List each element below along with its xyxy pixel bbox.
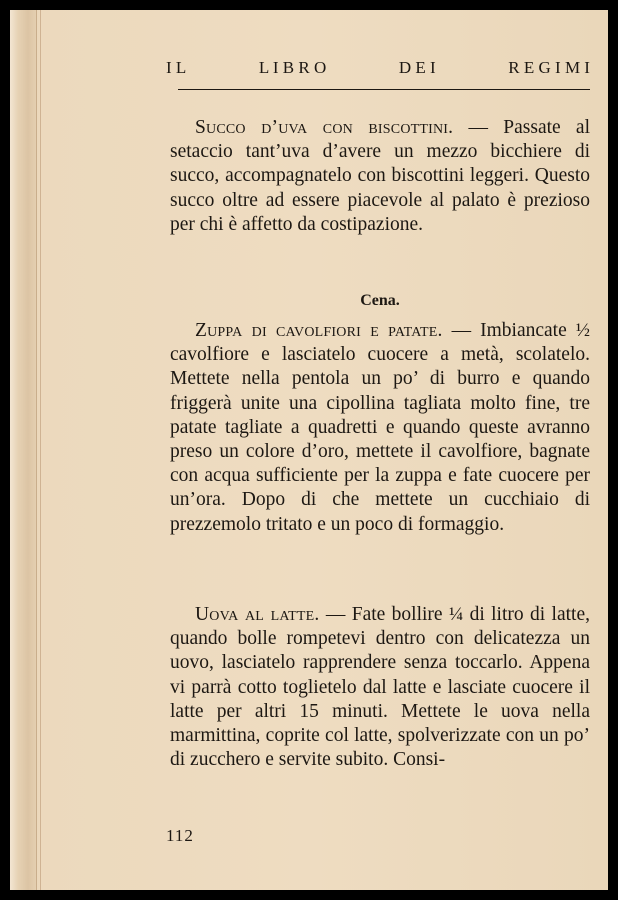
fraction: ¼ xyxy=(448,604,464,625)
running-head-word-1: I L xyxy=(166,58,187,77)
recipe-title: Uova al latte. xyxy=(195,604,320,625)
paragraph-uova-latte xyxy=(170,603,590,772)
recipe-body: di litro di latte, quando bolle rompetevi dentro con delicatezza un uovo, lasciatelo rapprendere senza toccarlo. Appena vi parrà cotto toglietelo dal latte e lasciate cuocere il latte per altri 15 minuti. Mettete le uova nella marmittina, coprite col latte, spolverizzate con un po’ di zucchero e servite subito. Consi- xyxy=(170,604,590,771)
fraction: ½ xyxy=(575,320,590,341)
recipe-body: — Passate al setaccio tant’uva d’avere un mezzo bicchiere di succo, accompagnatelo con biscottini leggeri. Questo succo oltre ad essere piacevole al palato è prezioso per chi è affetto da costipazione. xyxy=(170,117,590,235)
recipe-title: Zuppa di cavolfiori e patate. xyxy=(195,320,443,341)
running-head xyxy=(166,58,590,78)
page-number: 112 xyxy=(166,826,194,845)
header-rule xyxy=(178,89,590,90)
paragraph-succo-uva xyxy=(170,116,590,237)
running-head-word-4: R E G I M I xyxy=(508,58,590,77)
paragraph-zuppa-cavolfiori xyxy=(170,319,590,537)
recipe-body: cavolfiore e lasciatelo cuocere a metà, scolatelo. Mettete nella pentola un po’ di burro e quando friggerà unite una cipollina tagliata molto fine, tre patate tagliate a quadretti e quando queste avranno preso un colore d’oro, mettete il cavolfiore, bagnate con acqua sufficiente per la zuppa e fate cuocere per un’ora. Dopo di che mettete un cucchiaio di prezzemolo tritato e un poco di formaggio. xyxy=(170,344,590,535)
page-gutter xyxy=(10,10,37,890)
running-head-word-2: L I B R O xyxy=(258,58,327,77)
gutter-crease xyxy=(40,10,41,890)
running-head-word-3: D E I xyxy=(398,58,436,77)
recipe-body: — Imbiancate xyxy=(442,320,576,341)
recipe-title: Succo d’uva con biscottini. xyxy=(195,117,454,138)
recipe-body: — Fate bollire xyxy=(319,604,449,625)
book-page xyxy=(10,10,608,890)
section-heading: Cena. xyxy=(360,292,400,309)
